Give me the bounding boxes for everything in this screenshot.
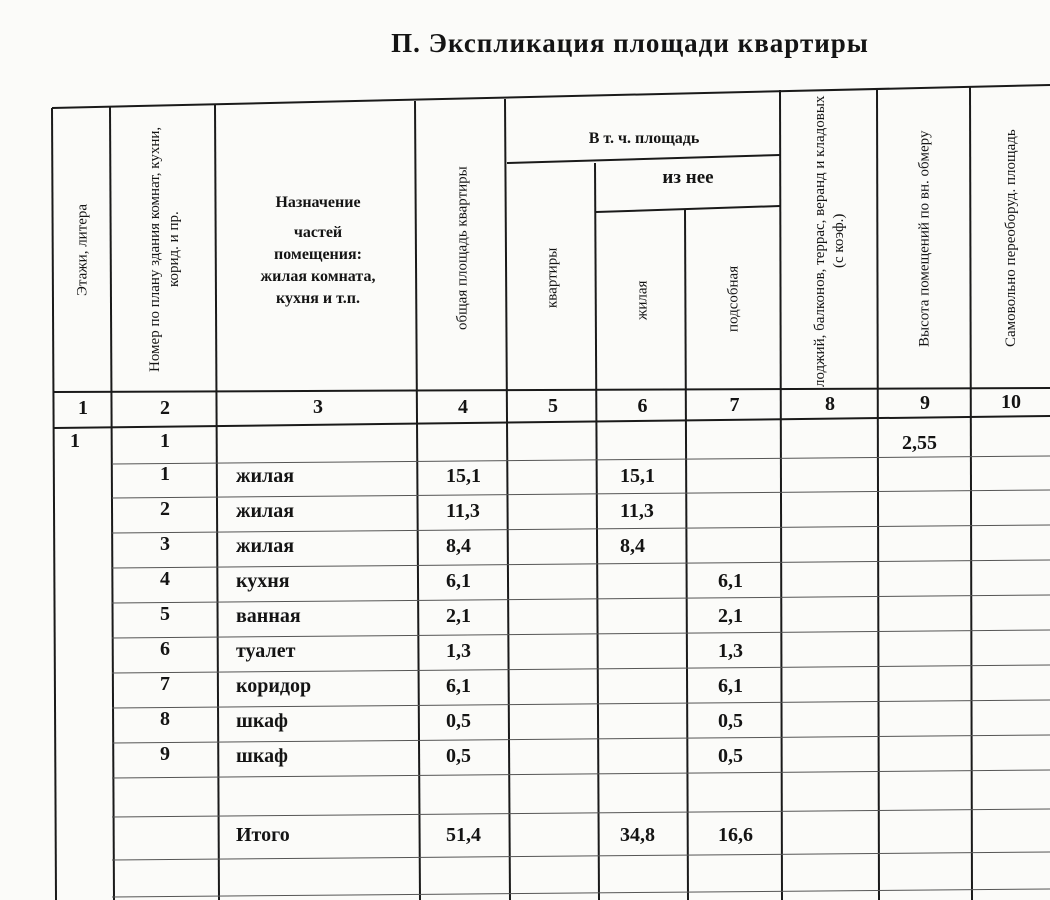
- header-purpose-line: частей: [293, 224, 343, 241]
- column-number: 5: [548, 395, 558, 417]
- cell-aux: 6,1: [718, 675, 743, 697]
- header-including-area: В т. ч. площадь: [588, 130, 700, 147]
- document-title: П. Экспликация площади квартиры: [391, 28, 869, 58]
- header-height: Высота помещений по вн. обмеру: [916, 130, 933, 348]
- cell-living: 15,1: [620, 465, 655, 487]
- cell-aux: 0,5: [718, 710, 743, 732]
- row-divider: [112, 700, 1050, 708]
- column-number: 7: [729, 394, 740, 416]
- cell-floor: 1: [70, 430, 80, 452]
- column-number: 1: [78, 397, 88, 419]
- row-divider: [112, 770, 1050, 778]
- row-divider: [112, 560, 1050, 568]
- cell-purpose: Итого: [236, 824, 290, 846]
- cell-aux: 0,5: [718, 745, 743, 767]
- cell-num: 2: [160, 498, 170, 520]
- header-living: жилая: [634, 280, 651, 320]
- header-total-area: общая площадь квартиры: [454, 166, 471, 330]
- row-divider: [112, 525, 1050, 533]
- cell-total: 6,1: [446, 675, 471, 697]
- cell-purpose: жилая: [236, 500, 295, 522]
- cell-purpose: ванная: [236, 605, 301, 627]
- cell-purpose: коридор: [236, 675, 312, 697]
- column-number: 6: [637, 395, 648, 417]
- header-unauthorized: Самовольно переоборуд. площадь: [1003, 129, 1019, 347]
- header-flat: квартиры: [544, 247, 561, 309]
- cell-total: 0,5: [446, 745, 471, 767]
- column-number: 3: [313, 396, 323, 418]
- cell-total: 15,1: [446, 465, 481, 487]
- cell-purpose: кухня: [236, 570, 290, 592]
- column-number: 8: [825, 393, 835, 415]
- header-purpose-line: Назначение: [275, 194, 361, 211]
- cell-purpose: жилая: [236, 465, 295, 487]
- cell-living: 34,8: [620, 824, 655, 846]
- row-divider: [112, 490, 1050, 498]
- header-floor: Этажи, литера: [74, 203, 91, 297]
- cell-purpose: шкаф: [236, 745, 288, 767]
- cell-total: 11,3: [446, 500, 480, 522]
- header-room-number: Номер по плану здания комнат, кухни, корид. и пр.: [147, 126, 182, 372]
- row-divider: [112, 809, 1050, 817]
- cell-aux: 16,6: [718, 824, 753, 846]
- header-purpose-line: помещения:: [274, 246, 362, 263]
- header-purpose-line: кухня и т.п.: [276, 290, 360, 307]
- cell-num: 7: [160, 673, 170, 695]
- header-purpose: [222, 192, 414, 310]
- header-loggias: лоджий, балконов, террас, веранд и кладовых (с коэф.): [812, 95, 847, 387]
- cell-num: 6: [160, 638, 170, 660]
- cell-num: 3: [160, 533, 170, 555]
- header-auxiliary: подсобная: [725, 265, 742, 333]
- cell-total: 8,4: [446, 535, 471, 557]
- cell-num: 8: [160, 708, 170, 730]
- column-number: 4: [458, 396, 468, 418]
- cell-num: 1: [160, 463, 170, 485]
- cell-purpose: шкаф: [236, 710, 288, 732]
- cell-aux: 1,3: [718, 640, 743, 662]
- row-divider: [112, 456, 1050, 464]
- row-divider: [112, 595, 1050, 603]
- row-divider: [112, 630, 1050, 638]
- column-number: 10: [1001, 391, 1021, 413]
- cell-total: 51,4: [446, 824, 481, 846]
- row-divider: [112, 889, 1050, 897]
- cell-purpose: туалет: [236, 640, 296, 662]
- cell-living: 11,3: [620, 500, 654, 522]
- cell-num: 1: [160, 430, 170, 452]
- header-purpose-line: жилая комната,: [260, 268, 376, 285]
- cell-aux: 6,1: [718, 570, 743, 592]
- cell-aux: 2,1: [718, 605, 743, 627]
- cell-total: 0,5: [446, 710, 471, 732]
- cell-total: 6,1: [446, 570, 471, 592]
- cell-num: 5: [160, 603, 170, 625]
- row-divider: [112, 665, 1050, 673]
- column-number: 9: [920, 392, 930, 414]
- row-divider: [112, 735, 1050, 743]
- cell-num: 9: [160, 743, 170, 765]
- cell-purpose: жилая: [236, 535, 295, 557]
- cell-num: 4: [160, 568, 170, 590]
- cell-total: 1,3: [446, 640, 471, 662]
- row-divider: [112, 852, 1050, 860]
- column-number: 2: [160, 397, 170, 419]
- cell-living: 8,4: [620, 535, 645, 557]
- cell-total: 2,1: [446, 605, 471, 627]
- cell-height: 2,55: [902, 432, 937, 454]
- header-of-which: из нее: [662, 167, 714, 188]
